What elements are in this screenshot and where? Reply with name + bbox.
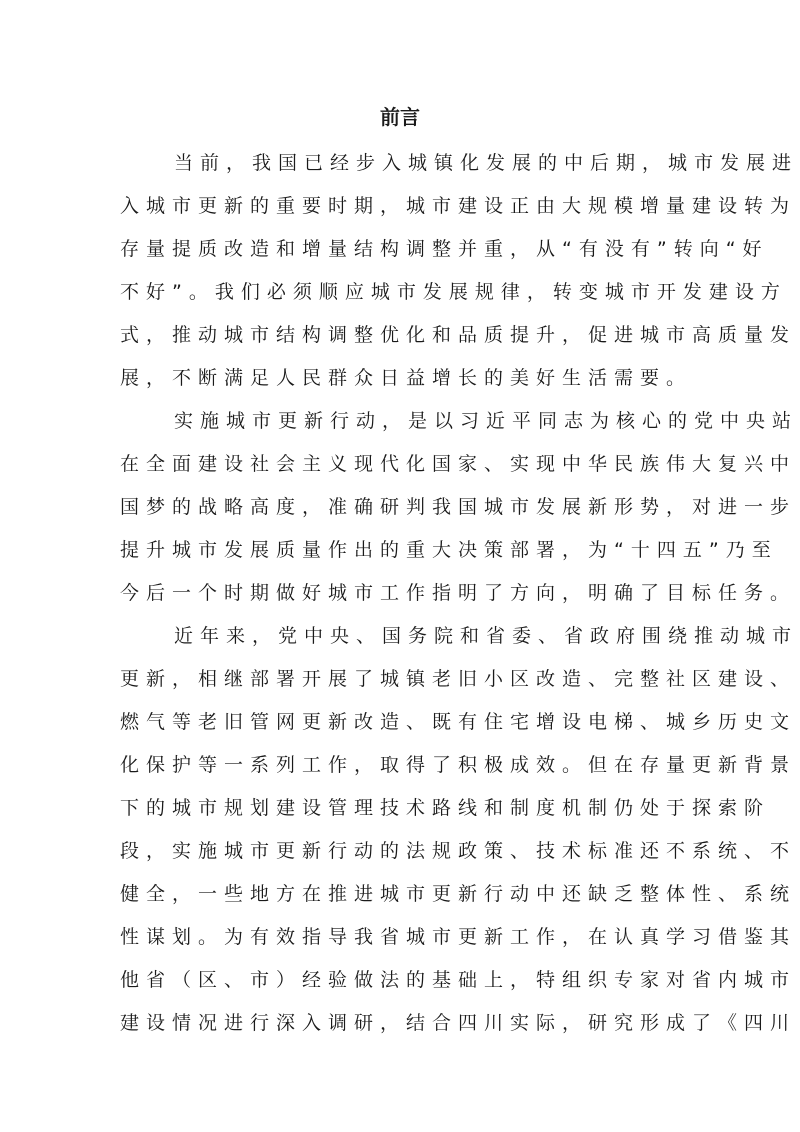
document-body — [120, 142, 799, 1045]
text-line: 燃气等老旧管网更新改造、既有住宅增设电梯、城乡历史文 — [120, 711, 797, 733]
text-line: 提升城市发展质量作出的重大决策部署，为“十四五”乃至 — [120, 539, 778, 561]
text-line: 他省（区、市）经验做法的基础上，特组织专家对省内城市 — [120, 969, 797, 991]
paragraph-3 — [120, 615, 799, 1045]
page-title: 前言 — [380, 105, 420, 129]
text-line: 入城市更新的重要时期，城市建设正由大规模增量建设转为 — [120, 195, 797, 217]
text-line: 实施城市更新行动，是以习近平同志为核心的党中央站 — [174, 410, 799, 432]
text-line: 健全，一些地方在推进城市更新行动中还缺乏整体性、系统 — [120, 883, 797, 905]
text-line: 式，推动城市结构调整优化和品质提升，促进城市高质量发 — [120, 324, 797, 346]
text-line: 在全面建设社会主义现代化国家、实现中华民族伟大复兴中 — [120, 453, 797, 475]
text-line: 近年来，党中央、国务院和省委、省政府围绕推动城市 — [174, 625, 799, 647]
text-line: 更新，相继部署开展了城镇老旧小区改造、完整社区建设、 — [120, 668, 797, 690]
text-line: 段，实施城市更新行动的法规政策、技术标准还不系统、不 — [120, 840, 797, 862]
paragraph-1 — [120, 142, 799, 400]
text-line: 展，不断满足人民群众日益增长的美好生活需要。 — [120, 367, 693, 389]
text-line: 存量提质改造和增量结构调整并重，从“有没有”转向“好 — [120, 238, 769, 260]
paragraph-2 — [120, 400, 799, 615]
text-line: 国梦的战略高度，准确研判我国城市发展新形势，对进一步 — [120, 496, 797, 518]
text-line: 化保护等一系列工作，取得了积极成效。但在存量更新背景 — [120, 754, 797, 776]
text-line: 当前，我国已经步入城镇化发展的中后期，城市发展进 — [174, 152, 799, 174]
text-line: 不好”。我们必须顺应城市发展规律，转变城市开发建设方 — [120, 281, 787, 303]
text-line: 今后一个时期做好城市工作指明了方向，明确了目标任务。 — [120, 582, 797, 604]
text-line: 下的城市规划建设管理技术路线和制度机制仍处于探索阶 — [120, 797, 771, 819]
text-line: 建设情况进行深入调研，结合四川实际，研究形成了《四川 — [120, 1012, 797, 1034]
text-line: 性谋划。为有效指导我省城市更新工作，在认真学习借鉴其 — [120, 926, 797, 948]
